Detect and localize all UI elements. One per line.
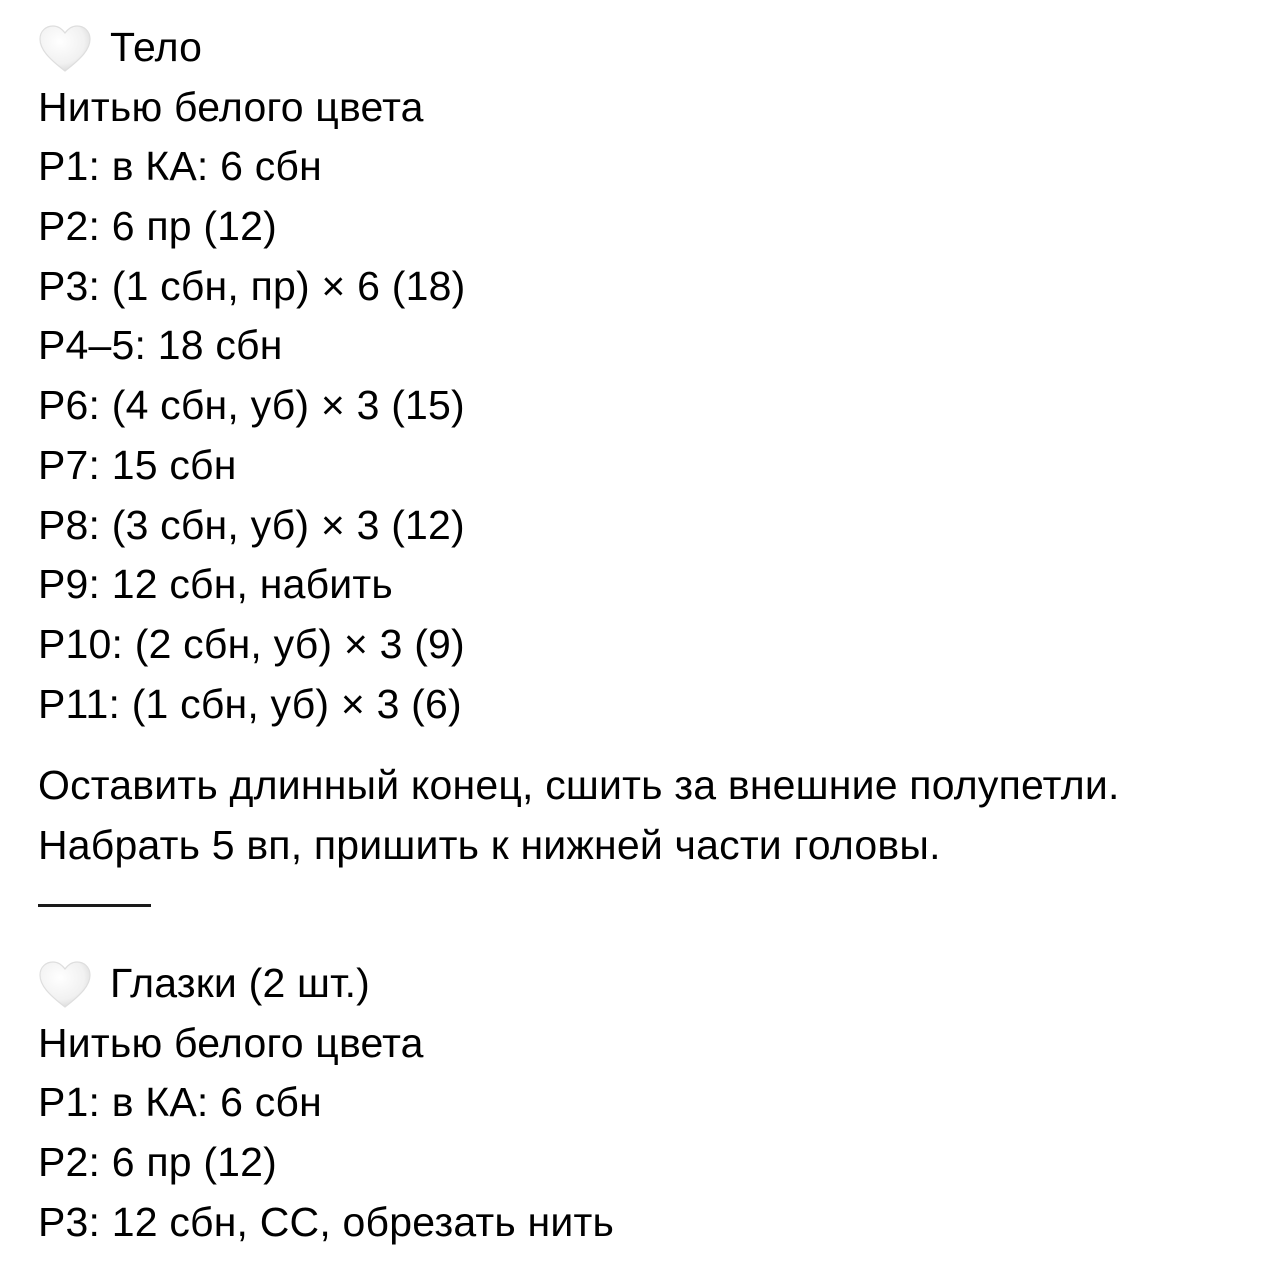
row-instruction: Р2: 6 пр (12) <box>38 1139 278 1186</box>
row-instruction: Р8: (3 сбн, уб) × 3 (12) <box>38 501 465 548</box>
row-instruction: Р1: в КА: 6 сбн <box>38 1079 322 1126</box>
row-instruction: Р1: в КА: 6 сбн <box>38 143 322 190</box>
section-body <box>38 18 1260 734</box>
section-title: Глазки (2 шт.) <box>110 960 371 1006</box>
note-line: Набрать 5 вп, пришить к нижней части головы. <box>38 821 941 868</box>
section-divider <box>38 904 151 907</box>
white-heart-icon <box>38 960 92 1010</box>
yarn-instruction: Нитью белого цвета <box>38 83 424 130</box>
yarn-instruction: Нитью белого цвета <box>38 1019 424 1066</box>
row-instruction: Р2: 6 пр (12) <box>38 203 278 250</box>
row-instruction: Р11: (1 сбн, уб) × 3 (6) <box>38 680 462 727</box>
row-instruction: Р9: 12 сбн, набить <box>38 561 393 608</box>
white-heart-icon <box>38 24 92 74</box>
section-heading <box>38 18 1260 78</box>
section-eyes <box>38 954 1260 1252</box>
section-heading <box>38 954 1260 1014</box>
finishing-notes <box>38 756 1260 875</box>
row-instruction: Р4–5: 18 сбн <box>38 322 283 369</box>
row-instruction: Р3: (1 сбн, пр) × 6 (18) <box>38 262 466 309</box>
row-instruction: Р10: (2 сбн, уб) × 3 (9) <box>38 620 465 667</box>
row-instruction: Р3: 12 сбн, СС, обрезать нить <box>38 1198 615 1245</box>
section-title: Тело <box>110 24 203 70</box>
note-line: Оставить длинный конец, сшить за внешние полупетли. <box>38 762 1120 808</box>
row-instruction: Р7: 15 сбн <box>38 441 237 488</box>
row-instruction: Р6: (4 сбн, уб) × 3 (15) <box>38 382 465 429</box>
